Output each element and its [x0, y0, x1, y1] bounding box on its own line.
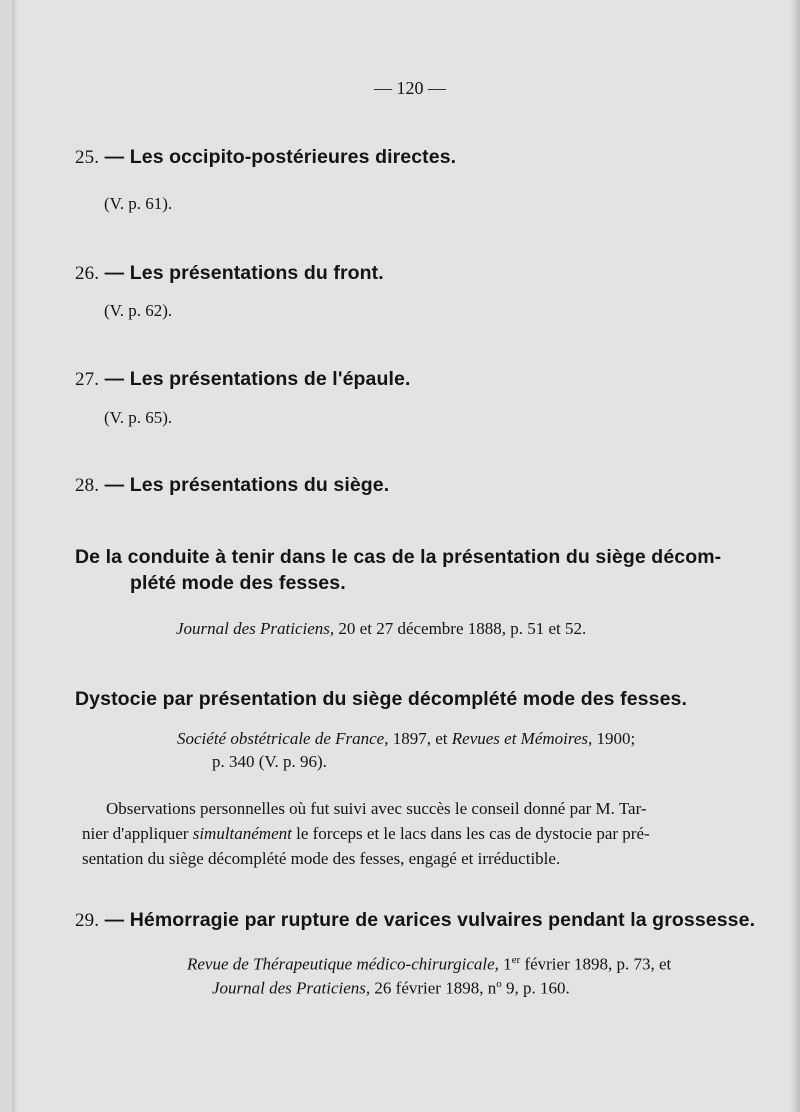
subsection-title-line1: De la conduite à tenir dans le cas de la présentation du siège décom- [75, 546, 722, 568]
citation-details: 1897, et [388, 729, 452, 748]
citation-details: 9, p. 160. [501, 978, 570, 998]
citation [177, 729, 635, 749]
citation [176, 619, 586, 639]
entry-dash: — [104, 262, 125, 284]
subsection-title-line2: plété mode des fesses. [130, 572, 346, 594]
entry-number: 25. [75, 147, 100, 168]
text: le forceps et le lacs dans les cas de dystocie par pré- [291, 824, 650, 843]
emphasis: simultanément [192, 824, 292, 843]
subsection-title: Dystocie par présentation du siège décomplété mode des fesses. [75, 688, 687, 710]
entry-heading-25 [75, 146, 456, 169]
entry-dash: — [104, 909, 125, 931]
journal-name: Revue de Thérapeutique médico-chirurgicale, [187, 954, 499, 974]
paragraph-line [82, 821, 702, 846]
entry-heading-29 [75, 909, 755, 932]
superscript: er [511, 954, 521, 966]
text: nier d'appliquer [82, 824, 193, 843]
entry-title: Les occipito-postérieures directes. [129, 146, 457, 168]
paragraph-line: sentation du siège décomplété mode des fesses, engagé et irréductible. [82, 849, 561, 868]
entry-ref-26: (V. p. 62). [104, 301, 173, 320]
citation [212, 978, 570, 999]
entry-dash: — [104, 474, 125, 496]
entry-title: Les présentations du siège. [129, 474, 390, 496]
entry-heading-27 [75, 368, 410, 391]
journal-name: Revues et Mémoires, [451, 729, 593, 748]
entry-ref-27: (V. p. 65). [104, 408, 173, 427]
entry-dash: — [104, 368, 125, 390]
superscript: o [496, 978, 502, 990]
page [12, 0, 800, 1112]
journal-name: Société obstétricale de France, [177, 729, 389, 748]
citation-details: février 1898, p. 73, et [520, 954, 672, 974]
entry-heading-26 [75, 262, 384, 285]
entry-ref-25: (V. p. 61). [104, 194, 173, 213]
citation-details: 20 et 27 décembre 1888, p. 51 et 52. [334, 619, 587, 638]
entry-heading-28 [75, 474, 389, 497]
page-number: — 120 — [374, 78, 446, 98]
citation-details: 1 [498, 954, 512, 974]
entry-title: Hémorragie par rupture de varices vulvaires pendant la grossesse. [129, 909, 756, 931]
entry-title: Les présentations de l'épaule. [129, 368, 411, 390]
entry-title: Les présentations du front. [129, 262, 384, 284]
entry-number: 26. [75, 263, 100, 284]
journal-name: Journal des Praticiens, [212, 978, 371, 998]
citation-details: 1900; [592, 729, 636, 748]
entry-number: 27. [75, 369, 100, 390]
entry-number: 28. [75, 475, 100, 496]
journal-name: Journal des Praticiens, [176, 619, 335, 638]
citation [187, 954, 671, 975]
entry-dash: — [104, 146, 125, 168]
citation-details: 26 février 1898, n [370, 978, 497, 998]
entry-number: 29. [75, 910, 100, 931]
paragraph-line: Observations personnelles où fut suivi avec succès le conseil donné par M. Tar- [106, 799, 647, 818]
paragraph [82, 796, 726, 871]
citation-line2: p. 340 (V. p. 96). [212, 752, 327, 771]
